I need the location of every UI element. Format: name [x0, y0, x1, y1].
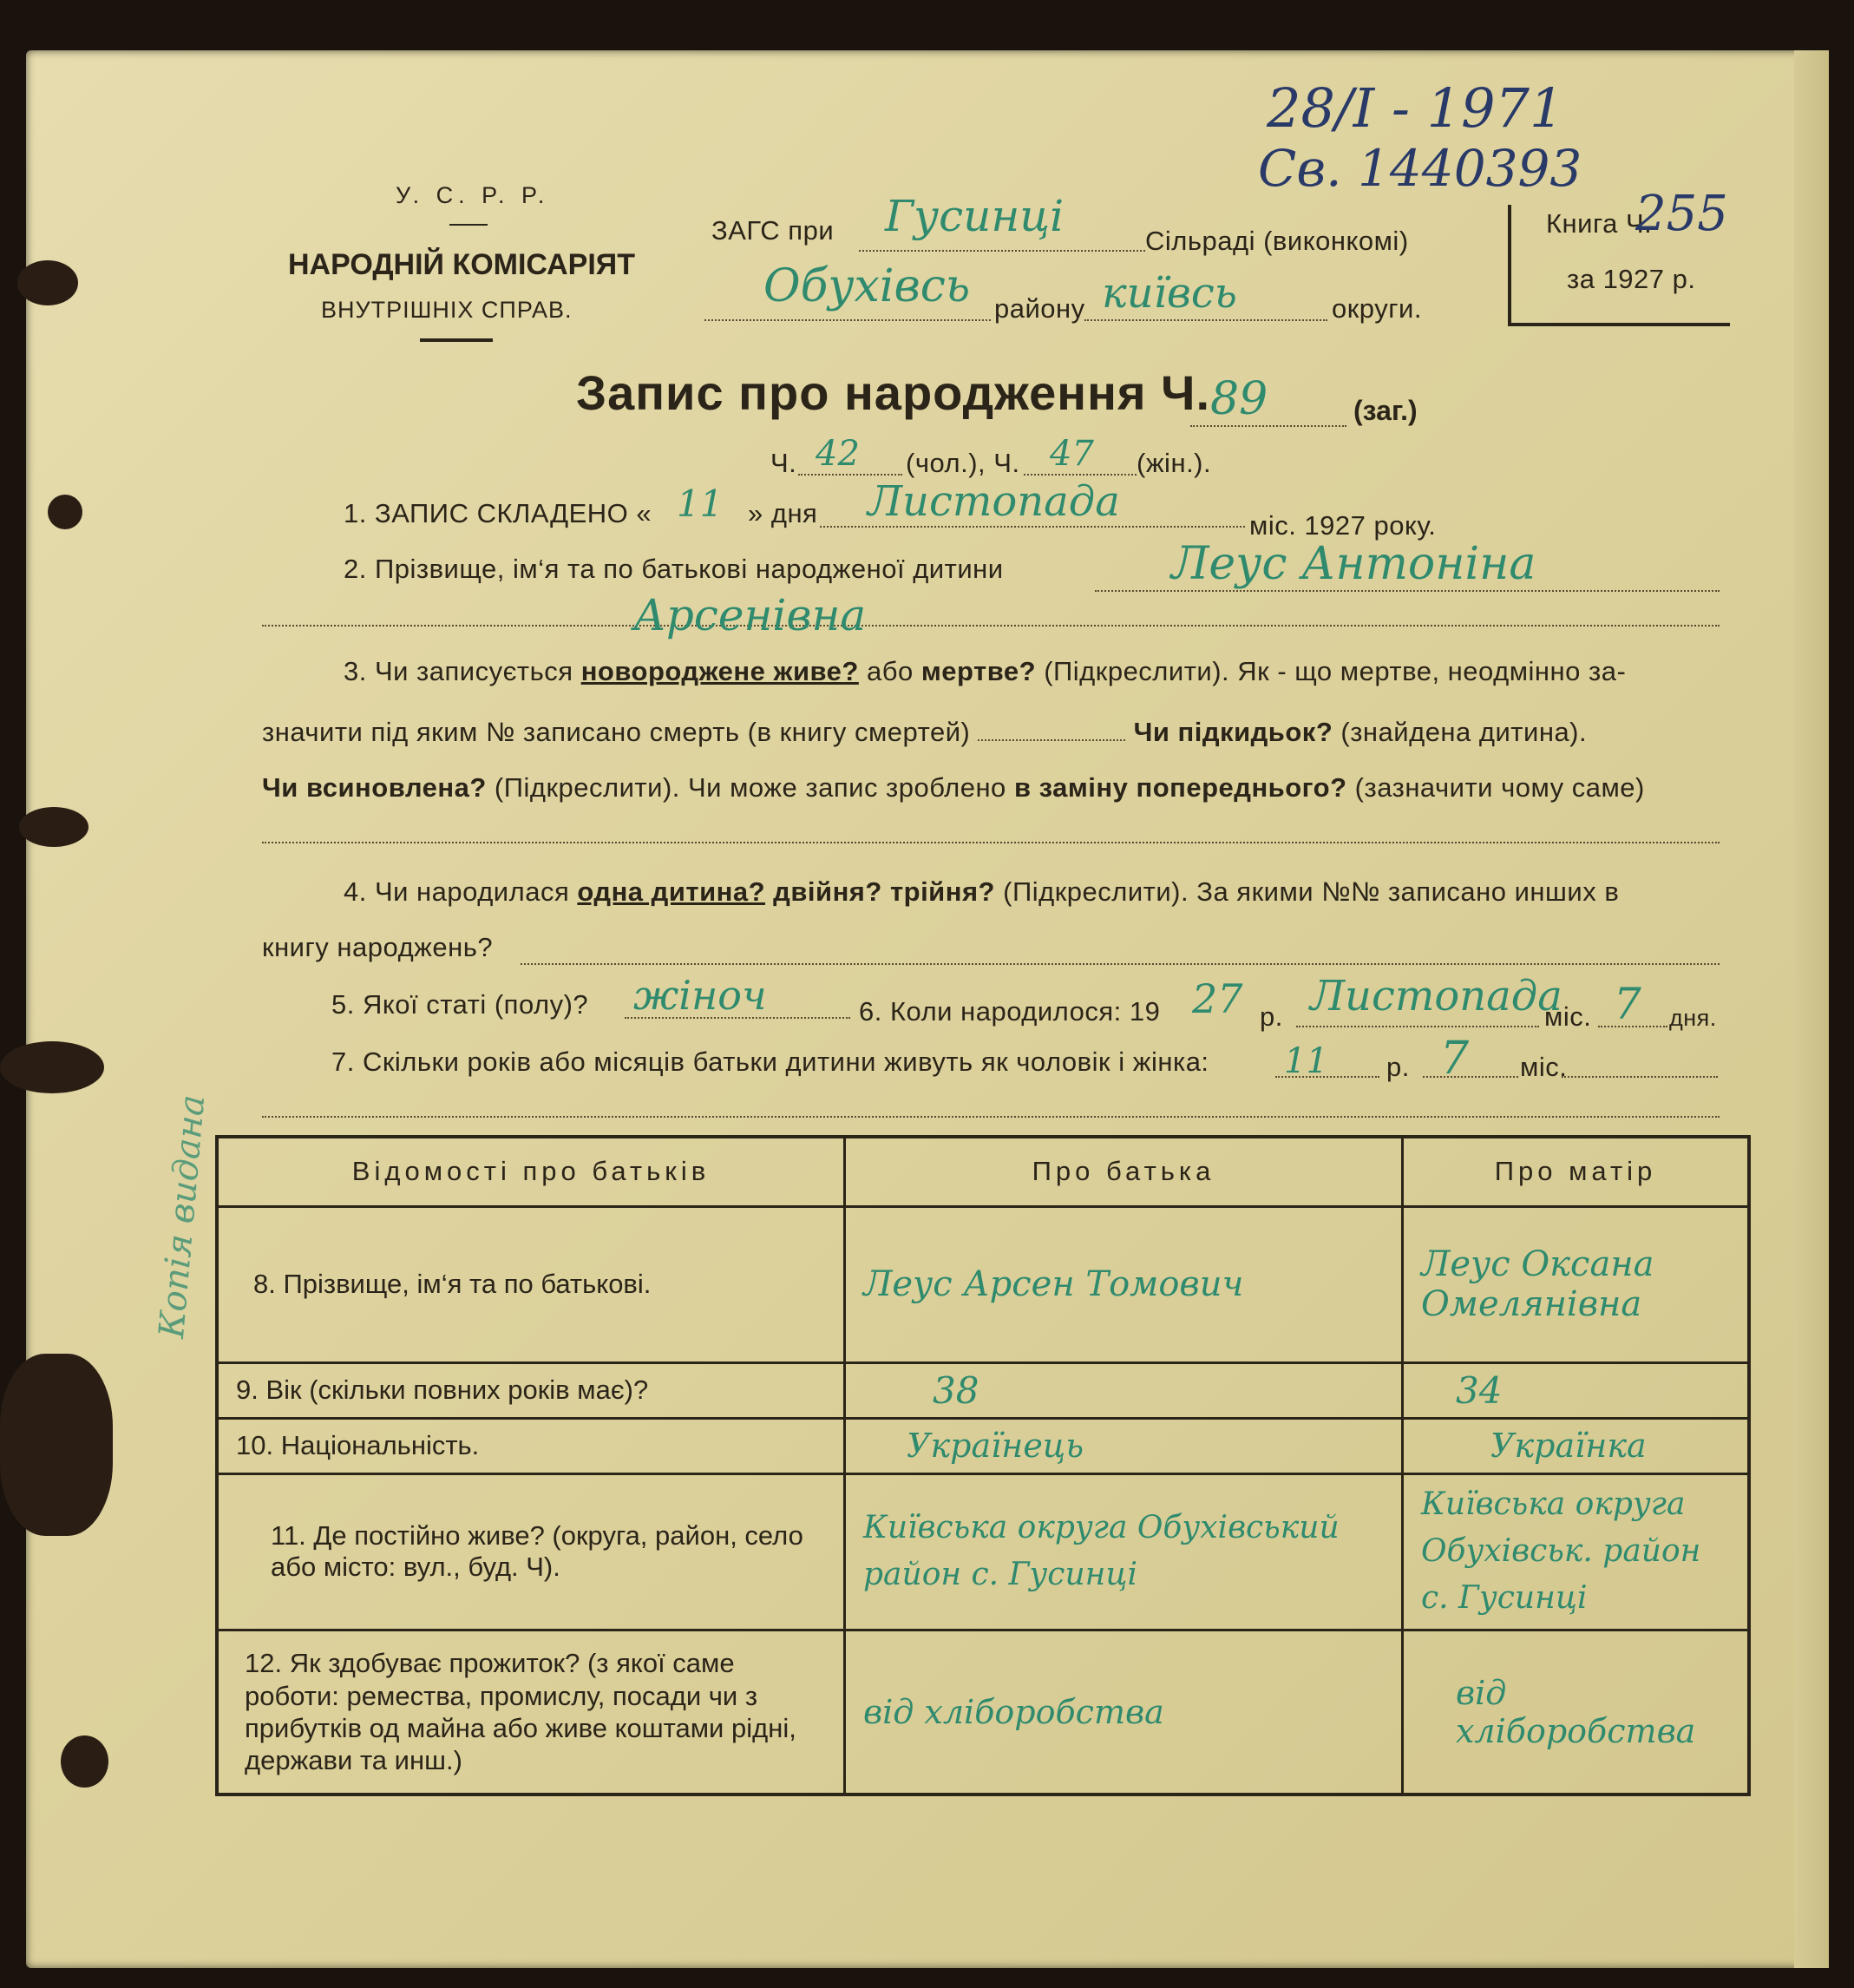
row-label: 9. Вік (скільки повних років має)? — [217, 1362, 845, 1418]
record-number-handwriting: 89 — [1210, 373, 1268, 425]
birth-month-handwriting: Листопада — [1310, 972, 1562, 1020]
married-years-handwriting: 11 — [1284, 1041, 1328, 1081]
village-council-handwriting: Гусинці — [885, 191, 1065, 241]
table-row — [217, 1630, 1749, 1794]
book-year: за 1927 р. — [1567, 264, 1696, 294]
binder-hole — [0, 1041, 104, 1093]
option-replacement: в заміну попереднього? — [1013, 772, 1347, 803]
item-1-suffix: міс. 1927 року. — [1249, 510, 1437, 541]
item-3-replacement-note: (зазначити чому саме) — [1354, 772, 1645, 803]
binder-hole — [61, 1735, 108, 1788]
mother-value: Леус Оксана Омелянівна — [1403, 1206, 1750, 1362]
table-row — [217, 1418, 1749, 1473]
row-label: 8. Прізвище, ім‘я та по батькові. — [217, 1206, 845, 1362]
district-handwriting: Обухівсь — [763, 260, 971, 312]
republic-label: У. С. Р. Р. — [396, 182, 550, 208]
option-alive: новороджене живе? — [580, 656, 859, 686]
table-row — [217, 1206, 1749, 1362]
binder-hole — [48, 495, 82, 529]
fill-line — [859, 250, 1145, 252]
option-triplets: трійня? — [889, 876, 995, 907]
record-month-handwriting: Листопада — [868, 477, 1120, 526]
fill-line — [820, 526, 1245, 528]
item-7-label: 7. Скільки років або місяців батьки дитини живуть як чоловік і жінка: — [331, 1046, 1209, 1077]
fill-line — [1095, 590, 1720, 592]
item-7-months-suffix: міс. — [1520, 1052, 1568, 1082]
fill-line — [1423, 1076, 1518, 1078]
option-foundling: Чи підкидьок? — [1133, 717, 1333, 747]
title-suffix: (заг.) — [1353, 395, 1418, 426]
fill-line — [1190, 425, 1346, 427]
item-4-intro: 4. Чи народилася — [344, 876, 570, 907]
fill-line — [1024, 474, 1137, 476]
item-3-intro: 3. Чи записується — [344, 656, 573, 686]
record-day-handwriting: 11 — [677, 482, 724, 525]
archive-date-annotation: 28/I - 1971 — [1267, 76, 1564, 140]
item-4-line2: книгу народжень? — [262, 932, 494, 962]
fill-line — [704, 319, 991, 321]
birth-year-handwriting: 27 — [1192, 975, 1243, 1022]
department-label: ВНУТРІШНІХ СПРАВ. — [321, 297, 573, 323]
table-row — [217, 1473, 1749, 1630]
torn-damage — [0, 1354, 113, 1536]
birth-day-handwriting: 7 — [1614, 979, 1641, 1029]
option-adopted: Чи всиновлена? — [262, 772, 487, 803]
mother-value: Київська округа Обухівськ. район с. Гусинці — [1403, 1473, 1750, 1630]
item-6-month-suffix: міс. — [1544, 1001, 1592, 1032]
fill-line — [1562, 1076, 1718, 1078]
fill-line — [262, 842, 1720, 843]
binder-hole — [19, 807, 88, 847]
item-3-text — [344, 656, 1626, 687]
mother-value: Українка — [1403, 1418, 1750, 1473]
row-label: 10. Національність. — [217, 1418, 845, 1473]
book-label: Книга Ч. — [1546, 208, 1653, 239]
item-4-text — [344, 876, 1619, 908]
title-line2-label: Ч. — [770, 448, 797, 478]
item-5-label: 5. Якої статі (полу)? — [331, 989, 589, 1020]
child-name-handwriting: Леус Антоніна — [1171, 538, 1536, 590]
fill-line — [1084, 319, 1327, 321]
margin-note-handwriting: Копія видана — [152, 1092, 213, 1341]
item-3-death-number-label: значити під яким № записано смерть (в книгу смертей) — [262, 717, 971, 747]
district-label: району — [994, 293, 1085, 324]
option-single: одна дитина? — [577, 876, 766, 907]
okruha-label: округи. — [1332, 293, 1422, 324]
male-count-label: (чол.), Ч. — [906, 448, 1020, 478]
item-3-or: або — [866, 656, 914, 686]
item-1-prefix: 1. ЗАПИС СКЛАДЕНО « — [344, 498, 652, 528]
item-6-label: 6. Коли народилося: 19 — [859, 996, 1161, 1027]
page-edge — [1794, 50, 1829, 1968]
column-header: Про матір — [1403, 1137, 1750, 1206]
father-value: від хліборобства — [845, 1630, 1403, 1794]
father-value: 38 — [845, 1362, 1403, 1418]
row-label: 12. Як здобуває прожиток? (з якої саме роботи: ремества, промислу, посади чи з прибутків од майна або живе коштами рідні, держави та инш.) — [217, 1630, 845, 1794]
table-header-row — [217, 1137, 1749, 1206]
parents-table — [215, 1135, 1751, 1796]
item-6-year-suffix: р. — [1260, 1001, 1283, 1032]
fill-line — [262, 1116, 1720, 1118]
item-2-label: 2. Прізвище, ім‘я та по батькові народженої дитини — [344, 554, 1004, 584]
item-3-adopt-note: (Підкреслити). Чи може запис зроблено — [494, 772, 1006, 803]
female-count-handwriting: 47 — [1050, 434, 1094, 474]
okruha-handwriting: київсь — [1102, 269, 1237, 318]
child-patronymic-handwriting: Арсенівна — [633, 590, 867, 640]
item-3-foundling-note: (знайдена дитина). — [1340, 717, 1588, 747]
column-header: Відомості про батьків — [217, 1137, 845, 1206]
item-3-line3 — [262, 772, 1645, 804]
row-label: 11. Де постійно живе? (округа, район, село або місто: вул., буд. Ч). — [217, 1473, 845, 1630]
fill-line — [521, 963, 1720, 965]
married-months-handwriting: 7 — [1440, 1033, 1470, 1085]
item-4-instruction: (Підкреслити). За якими №№ записано инших в — [1003, 876, 1620, 907]
fill-line — [1296, 1026, 1539, 1027]
mother-value: від хліборобства — [1403, 1630, 1750, 1794]
sex-handwriting: жіноч — [633, 972, 767, 1019]
divider — [449, 224, 488, 226]
item-3-instruction: (Підкреслити). Як - що мертве, неодмінно за- — [1044, 656, 1627, 686]
item-1-mid: » дня — [748, 498, 818, 528]
item-6-day-suffix: дня. — [1669, 1005, 1717, 1031]
option-twins: двійня? — [773, 876, 882, 907]
zags-prefix: ЗАГС при — [711, 215, 835, 246]
option-dead: мертве? — [920, 656, 1037, 686]
fill-line — [798, 474, 902, 476]
column-header: Про батька — [845, 1137, 1403, 1206]
divider — [420, 338, 493, 342]
zags-suffix: Сільраді (виконкомі) — [1145, 226, 1409, 256]
book-number-handwriting: 255 — [1635, 186, 1728, 242]
female-count-label: (жін.). — [1137, 448, 1212, 478]
document-title: Запис про народження Ч. — [576, 365, 1211, 420]
table-row — [217, 1362, 1749, 1418]
item-7-years-suffix: р. — [1386, 1052, 1410, 1082]
father-value: Українець — [845, 1418, 1403, 1473]
father-value: Київська округа Обухівський район с. Гусинці — [845, 1473, 1403, 1630]
commissariat-title: НАРОДНІЙ КОМІСАРІЯТ — [288, 248, 635, 281]
mother-value: 34 — [1403, 1362, 1750, 1418]
fill-line — [262, 625, 1720, 627]
binder-hole — [17, 260, 78, 305]
father-value: Леус Арсен Томович — [845, 1206, 1403, 1362]
male-count-handwriting: 42 — [816, 434, 860, 474]
archive-ref-annotation: Св. 1440393 — [1258, 139, 1582, 198]
item-3-line2 — [262, 717, 1587, 748]
